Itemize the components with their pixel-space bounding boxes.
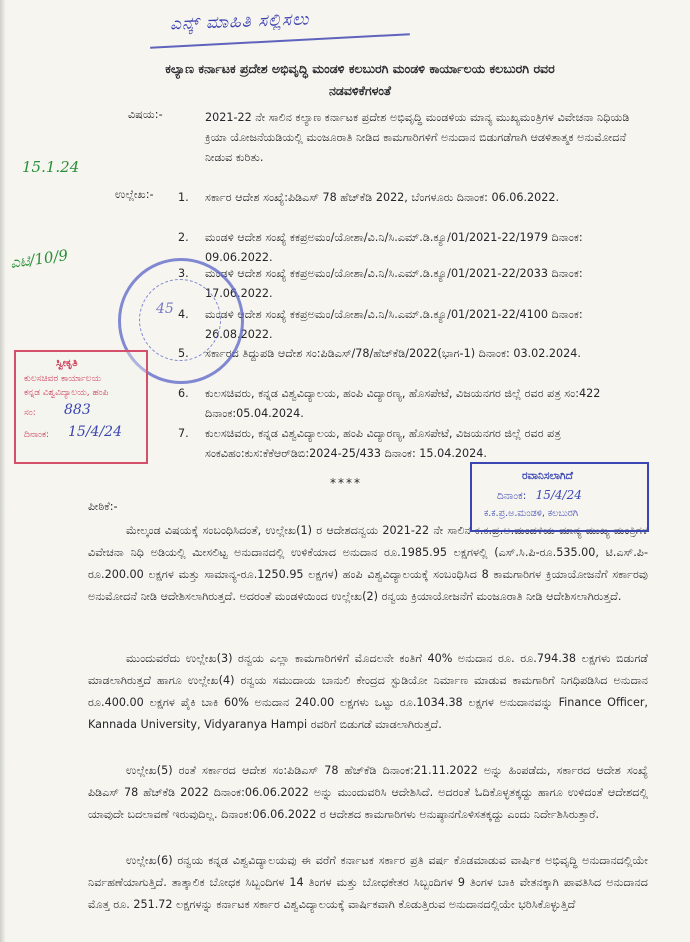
- reference-number: 1.: [178, 191, 189, 204]
- handwritten-top-note: ಎನ್ಕ್ ಮಾಹಿತಿ ಸಲ್ಲಿಸಲು: [169, 9, 310, 35]
- dispatch-stamp-date: 15/4/24: [535, 488, 582, 502]
- reference-text: ಕುಲಸಚಿವರು, ಕನ್ನಡ ವಿಶ್ವವಿದ್ಯಾಲಯ, ಹಂಪಿ ವಿದ್ಯಾರಣ್ಯ, ಹೊಸಪೇಟೆ, ವಿಜಯನಗರ ಜಿಲ್ಲೆ ರವರ ಪತ್ರ ಸಂ:422 ದಿನಾಂಕ:05.04.2024.: [205, 387, 601, 420]
- receipt-stamp-title: ಸ್ವೀಕೃತಿ: [56, 358, 78, 369]
- subject-text: 2021-22 ನೇ ಸಾಲಿನ ಕಲ್ಯಾಣ ಕರ್ನಾಟಕ ಪ್ರದೇಶ ಅಭಿವೃದ್ಧಿ ಮಂಡಳಿಯ ಮಾನ್ಯ ಮುಖ್ಯಮಂತ್ರಿಗಳ ವಿವೇಚನಾ ನಿಧಿಯಡಿ ಕ್ರಿಯಾ ಯೋಜನೆಯಡಿಯಲ್ಲಿ ಮಂಜೂರಾತಿ ನೀಡಿದ ಕಾಮಗಾರಿಗಳಿಗೆ ಅನುದಾನ ಬಿಡುಗಡೆಗಾಗಿ ಆಡಳಿತಾತ್ಮಕ ಅನುಮೋದನೆ ನೀಡುವ ಕುರಿತು.: [205, 111, 630, 164]
- reference-number: 3.: [178, 267, 189, 280]
- reference-number: 4.: [178, 308, 189, 321]
- reference-text: ಮಂಡಳಿ ಆದೇಶ ಸಂಖ್ಯೆ ಕಕಪ್ರಅಮಂ/ಯೋಶಾ/ವಿ.ನಿ/ಸಿ.ಎಮ್.ಡಿ.ಕ್ಯೂ/01/2021-22/2033 ದಿನಾಂಕ: 17.06.2022.: [205, 267, 583, 300]
- receipt-stamp-number: 883: [64, 402, 91, 418]
- dispatch-stamp: [470, 462, 649, 532]
- receipt-stamp-org: ಕುಲಸಚಿವರ ಕಾರ್ಯಾಲಯ: [24, 374, 102, 384]
- receipt-stamp: [14, 350, 148, 464]
- reference-number: 5.: [178, 347, 189, 360]
- body-paragraph: ಮೇಲ್ಕಂಡ ವಿಷಯಕ್ಕೆ ಸಂಬಂಧಿಸಿದಂತೆ, ಉಲ್ಲೇಖ(1) ರ ಆದೇಶದನ್ವಯ 2021-22 ನೇ ಸಾಲಿನ ಕ.ಕ.ಪ್ರ.ಅ.ಮಂಡಳಿಯ ಮಾನ್ಯ ಮುಖ್ಯ ಮಂತ್ರಿಗಳ ವಿವೇಚನಾ ನಿಧಿ ಅಡಿಯಲ್ಲಿ ಮೀಸಲಿಟ್ಟ ಅನುದಾನದಲ್ಲಿ ಉಳಿಕೆಯಾದ ಅನುದಾನ ರೂ.1985.95 ಲಕ್ಷಗಳಲ್ಲಿ (ಎಸ್.ಸಿ.ಪಿ-ರೂ.535.00, ಟಿ.ಎಸ್.ಪಿ-ರೂ.200.00 ಲಕ್ಷಗಳ ಮತ್ತು ಸಾಮಾನ್ಯ-ರೂ.1250.95 ಲಕ್ಷಗಳ) ಹಂಪಿ ವಿಶ್ವವಿದ್ಯಾಲಯಕ್ಕೆ ಸಂಬಂಧಿಸಿದ 8 ಕಾಮಗಾರಿಗಳ ಕ್ರಿಯಾಯೋಜನೆಗೆ ಸರ್ಕಾರವು ಅನುಮೋದನೆ ನೀಡಿ ಆದೇಶಿಸಲಾಗಿರುತ್ತದೆ. ಅದರಂತೆ ಮಂಡಳಿಯಿಂದ ಉಲ್ಲೇಖ(2) ರನ್ವಯ ಕ್ರಿಯಾಯೋಜನೆಗೆ ಮಂಜೂರಾತಿ ನೀಡಿ ಆದೇಶಿಸಲಾಗಿರುತ್ತದೆ.: [88, 524, 648, 603]
- dispatch-stamp-date-label: ದಿನಾಂಕ:: [497, 490, 527, 502]
- round-seal-inner-ring: [139, 279, 221, 361]
- scan-edge: [0, 0, 6, 942]
- reference-text: ಸರ್ಕಾರ ಆದೇಶ ಸಂಖ್ಯೆ:ಪಿಡಿಎಸ್ 78 ಹೆಚ್‌ಕೆಡಿ 2022, ಬೆಂಗಳೂರು ದಿನಾಂಕ: 06.06.2022.: [205, 191, 560, 204]
- receipt-stamp-date-label: ದಿನಾಂಕ:: [24, 430, 50, 440]
- reference-text: ಮಂಡಳಿ ಆದೇಶ ಸಂಖ್ಯೆ ಕಕಪ್ರಅಮಂ/ಯೋಶಾ/ವಿ.ನಿ/ಸಿ.ಎಮ್.ಡಿ.ಕ್ಯೂ/01/2021-22/1979 ದಿನಾಂಕ: 09.06.2022.: [205, 231, 583, 264]
- header-line-2: ನಡವಳಿಕೆಗಳಂತೆ: [328, 83, 392, 98]
- reference-number: 6.: [178, 387, 189, 400]
- receipt-stamp-number-label: ಸಂ:: [24, 408, 36, 418]
- reference-text: ಸರ್ಕಾರದ ತಿದ್ದುಪಡಿ ಆದೇಶ ಸಂ:ಪಿಡಿಎಸ್/78/ಹೆಚ್‌ಕೆಡಿ/2022(ಭಾಗ-1) ದಿನಾಂಕ: 03.02.2024.: [205, 347, 581, 360]
- handwritten-underline: [150, 33, 410, 49]
- dispatch-stamp-date-row: [497, 488, 582, 503]
- handwritten-side-note: ಎಟಿ/10/9: [9, 246, 70, 272]
- stamp-signature: 45: [156, 301, 174, 317]
- intro-label: ಪೀಠಿಕೆ:-: [88, 500, 118, 513]
- document-header: [60, 58, 660, 102]
- body-paragraph: ಉಲ್ಲೇಖ(5) ರಂತೆ ಸರ್ಕಾರದ ಆದೇಶ ಸಂ:ಪಿಡಿಎಸ್ 78 ಹೆಚ್‌ಕೆಡಿ ದಿನಾಂಕ:21.11.2022 ಅನ್ನು ಹಿಂಪಡೆದು, ಸರ್ಕಾರದ ಆದೇಶ ಸಂಖ್ಯೆ ಪಿಡಿಎಸ್ 78 ಹೆಚ್‌ಕೆಡಿ 2022 ದಿನಾಂಕ:06.06.2022 ಅನ್ನು ಮುಂದುವರಿಸಿ ಆದೇಶಿಸಿದೆ. ಅದರಂತೆ ಓದಿಕೊಳ್ಳತಕ್ಕದ್ದು ಹಾಗೂ ಉಳಿದಂತೆ ಆದೇಶದಲ್ಲಿ ಯಾವುದೇ ಬದಲಾವಣೆ ಇರುವುದಿಲ್ಲ. ದಿನಾಂಕ:06.06.2022 ರ ಆದೇಶದ ಕಾಮಗಾರಿಗಳು ಅನುಷ್ಠಾನಗೊಳಿಸತಕ್ಕದ್ದು ಎಂದು ನಿರ್ದೇಶಿಸಿರುತ್ತಾರೆ.: [88, 764, 648, 821]
- subject-label: ವಿಷಯ:-: [128, 108, 163, 121]
- dispatch-stamp-title: ರವಾನಿಸಲಾಗಿದೆ: [522, 470, 573, 482]
- receipt-stamp-date: 15/4/24: [68, 424, 122, 440]
- reference-number: 2.: [178, 231, 189, 244]
- separator-stars: ****: [330, 476, 362, 490]
- references-label: ಉಲ್ಲೇಖ:-: [115, 188, 154, 201]
- header-line-1: ಕಲ್ಯಾಣ ಕರ್ನಾಟಕ ಪ್ರದೇಶ ಅಭಿವೃದ್ಧಿ ಮಂಡಳಿ ಕಲಬುರಗಿ ಮಂಡಳಿ ಕಾರ್ಯಾಲಯ ಕಲಬುರಗಿ ರವರ: [165, 61, 555, 76]
- body-paragraph: ಉಲ್ಲೇಖ(6) ರನ್ವಯ ಕನ್ನಡ ವಿಶ್ವವಿದ್ಯಾಲಯವು ಈ ವರೆಗೆ ಕರ್ನಾಟಕ ಸರ್ಕಾರ ಪ್ರತಿ ವರ್ಷ ಕೊಡಮಾಡುವ ವಾರ್ಷಿಕ ಅಭಿವೃದ್ಧಿ ಅನುದಾನದಲ್ಲಿಯೇ ನಿರ್ವಹಣೆಯಾಗುತ್ತಿದೆ. ತಾತ್ಕಾಲಿಕ ಬೋಧಕ ಸಿಬ್ಬಂದಿಗಳ 14 ತಿಂಗಳ ಮತ್ತು ಬೋಧಕೇತರ ಸಿಬ್ಬಂದಿಗಳ 9 ತಿಂಗಳ ಬಾಕಿ ವೇತನಕ್ಕಾಗಿ ಪಾವತಿಸಿದ ಅನುದಾನದ ಮೊತ್ತ ರೂ. 251.72 ಲಕ್ಷಗಳನ್ನು ಕರ್ನಾಟಕ ಸರ್ಕಾರ ವಿಶ್ವವಿದ್ಯಾಲಯಕ್ಕೆ ವಾರ್ಷಿಕವಾಗಿ ಕೊಡುತ್ತಿರುವ ಅನುದಾನದಲ್ಲಿಯೇ ಭರಿಸಿಕೊಳ್ಳುತ್ತಿದೆ: [88, 854, 648, 911]
- receipt-stamp-university: ಕನ್ನಡ ವಿಶ್ವವಿದ್ಯಾಲಯ, ಹಂಪಿ: [24, 388, 109, 398]
- handwritten-side-note: 15.1.24: [22, 158, 80, 176]
- reference-text: ಮಂಡಳಿ ಆದೇಶ ಸಂಖ್ಯೆ ಕಕಪ್ರಅಮಂ/ಯೋಶಾ/ವಿ.ನಿ/ಸಿ.ಎಮ್.ಡಿ.ಕ್ಯೂ/01/2021-22/4100 ದಿನಾಂಕ: 26.08.2022.: [205, 308, 583, 341]
- body-paragraph: ಮುಂದುವರೆದು ಉಲ್ಲೇಖ(3) ರನ್ವಯ ಎಲ್ಲಾ ಕಾಮಗಾರಿಗಳಿಗೆ ಮೊದಲನೇ ಕಂತಿಗೆ 40% ಅನುದಾನ ರೂ. ರೂ.794.38 ಲಕ್ಷಗಳು ಬಿಡುಗಡೆ ಮಾಡಲಾಗಿರುತ್ತದೆ ಹಾಗೂ ಉಲ್ಲೇಖ(4) ರನ್ವಯ ಸಮುದಾಯ ಬಾನುಲಿ ಕೇಂದ್ರದ ಸ್ಟುಡಿಯೋ ನಿರ್ಮಾಣ ಮಾಡುವ ಕಾಮಗಾರಿಗೆ ನಿಗಧಿಪಡಿಸಿದ ಅನುದಾನ ರೂ.400.00 ಲಕ್ಷಗಳ ಪೈಕಿ ಬಾಕಿ 60% ಅನುದಾನ 240.00 ಲಕ್ಷಗಳು ಒಟ್ಟು ರೂ.1034.38 ಲಕ್ಷಗಳ ಅನುದಾನವನ್ನು Finance Officer, Kannada University, Vidyaranya Hampi ರವರಿಗೆ ಬಿಡುಗಡೆ ಮಾಡಲಾಗಿರುತ್ತದೆ.: [88, 652, 648, 731]
- dispatch-stamp-org: ಕ.ಕ.ಪ್ರ.ಅ.ಮಂಡಳಿ, ಕಲಬುರಗಿ: [484, 508, 579, 519]
- reference-number: 7.: [178, 427, 189, 440]
- reference-text: ಕುಲಸಚಿವರು, ಕನ್ನಡ ವಿಶ್ವವಿದ್ಯಾಲಯ, ಹಂಪಿ ವಿದ್ಯಾರಣ್ಯ, ಹೊಸಪೇಟೆ, ವಿಜಯನಗರ ಜಿಲ್ಲೆ ರವರ ಪತ್ರ ಸಂಕವಿಹಂ:ಕುಸ:ಕೆಕೆಆರ್‌ಡಿಬಿ:2024-25/433 ದಿನಾಂಕ: 15.04.2024.: [205, 427, 561, 460]
